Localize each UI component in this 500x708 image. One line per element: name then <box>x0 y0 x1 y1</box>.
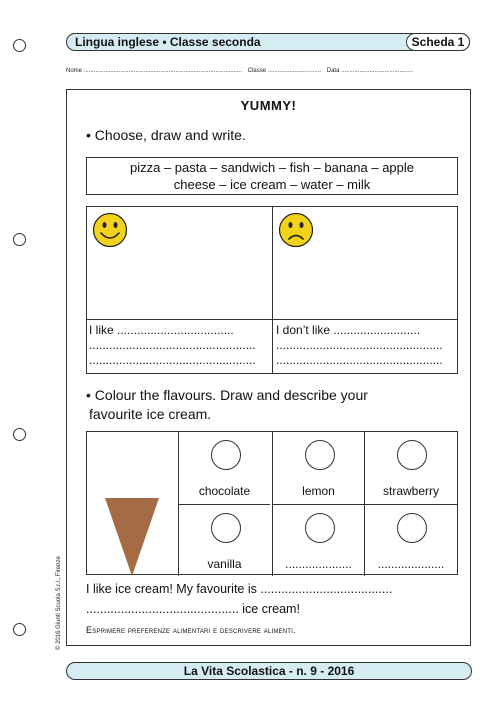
sad-face-icon <box>278 212 314 248</box>
flavour-circle[interactable] <box>305 513 335 543</box>
date-label: Data <box>326 68 340 74</box>
footer-bar: La Vita Scolastica - n. 9 - 2016 <box>66 662 472 680</box>
flavour-label: vanilla <box>207 557 242 571</box>
class-label: Classe <box>247 68 267 74</box>
learning-objective: Esprimere preferenze alimentari e descrivere alimenti. <box>86 625 296 635</box>
flavour-label: strawberry <box>382 484 439 498</box>
grid-divider-horizontal <box>87 319 457 320</box>
dislike-line-3: .................................................. <box>276 353 443 367</box>
flavours-grid <box>86 431 458 575</box>
name-label: Nome <box>66 68 83 74</box>
flavour-circle[interactable] <box>211 440 241 470</box>
flavour-blank[interactable]: .................... <box>285 557 352 571</box>
flavour-circle[interactable] <box>305 440 335 470</box>
flavour-cell <box>178 504 270 576</box>
like-line-1: I like ................................... <box>89 323 234 337</box>
flavour-cell <box>272 432 364 504</box>
flavour-circle[interactable] <box>211 513 241 543</box>
class-dots: ................................ <box>267 68 322 74</box>
flavour-label: lemon <box>302 484 335 498</box>
word-bank-line-1: pizza – pasta – sandwich – fish – banana – apple <box>129 160 415 175</box>
exercise1-instruction: • Choose, draw and write. <box>86 127 246 143</box>
copyright-notice: © 2016 Giunti Scuola S.r.l., Firenze <box>56 556 62 650</box>
flavour-cell <box>364 432 457 504</box>
like-dislike-grid <box>86 206 458 374</box>
favourite-sentence-line-2: ............................................ ice cream! <box>86 602 300 616</box>
flavour-cell <box>364 504 457 576</box>
like-line-2: .................................................. <box>89 338 256 352</box>
flavour-blank[interactable]: .................... <box>377 557 445 571</box>
exercise2-instruction <box>86 386 368 424</box>
flavour-circle[interactable] <box>397 440 427 470</box>
flavour-cell <box>272 504 364 576</box>
exercise2-instruction-line-2: favourite ice cream. <box>89 406 212 422</box>
grid-divider-vertical <box>272 207 273 373</box>
exercise2-instruction-line-1: • Colour the flavours. Draw and describe your <box>86 387 368 403</box>
binder-hole-4 <box>13 623 26 636</box>
name-class-date-row <box>66 68 471 74</box>
binder-hole-1 <box>13 39 26 52</box>
favourite-sentence-line-1: I like ice cream! My favourite is ...................................... <box>86 582 393 596</box>
name-dots: ............................................................................................... <box>83 68 243 74</box>
page-title: YUMMY! <box>240 98 297 113</box>
binder-hole-2 <box>13 233 26 246</box>
dislike-line-2: .................................................. <box>276 338 443 352</box>
subject-label: Lingua inglese • Classe seconda <box>75 35 261 49</box>
word-bank <box>86 157 458 195</box>
sheet-badge: Scheda 1 <box>406 33 470 51</box>
flavour-circle[interactable] <box>397 513 427 543</box>
like-line-3: .................................................. <box>89 353 256 367</box>
flavour-label: chocolate <box>198 484 251 498</box>
happy-face-icon <box>92 212 128 248</box>
date-dots: ........................................... <box>341 68 413 74</box>
dislike-line-1: I don’t like .......................... <box>276 323 421 337</box>
binder-hole-3 <box>13 428 26 441</box>
header-bar <box>66 33 470 51</box>
ice-cream-cone-icon <box>105 498 159 576</box>
flavour-cell <box>178 432 270 504</box>
word-bank-line-2: cheese – ice cream – water – milk <box>173 177 371 192</box>
